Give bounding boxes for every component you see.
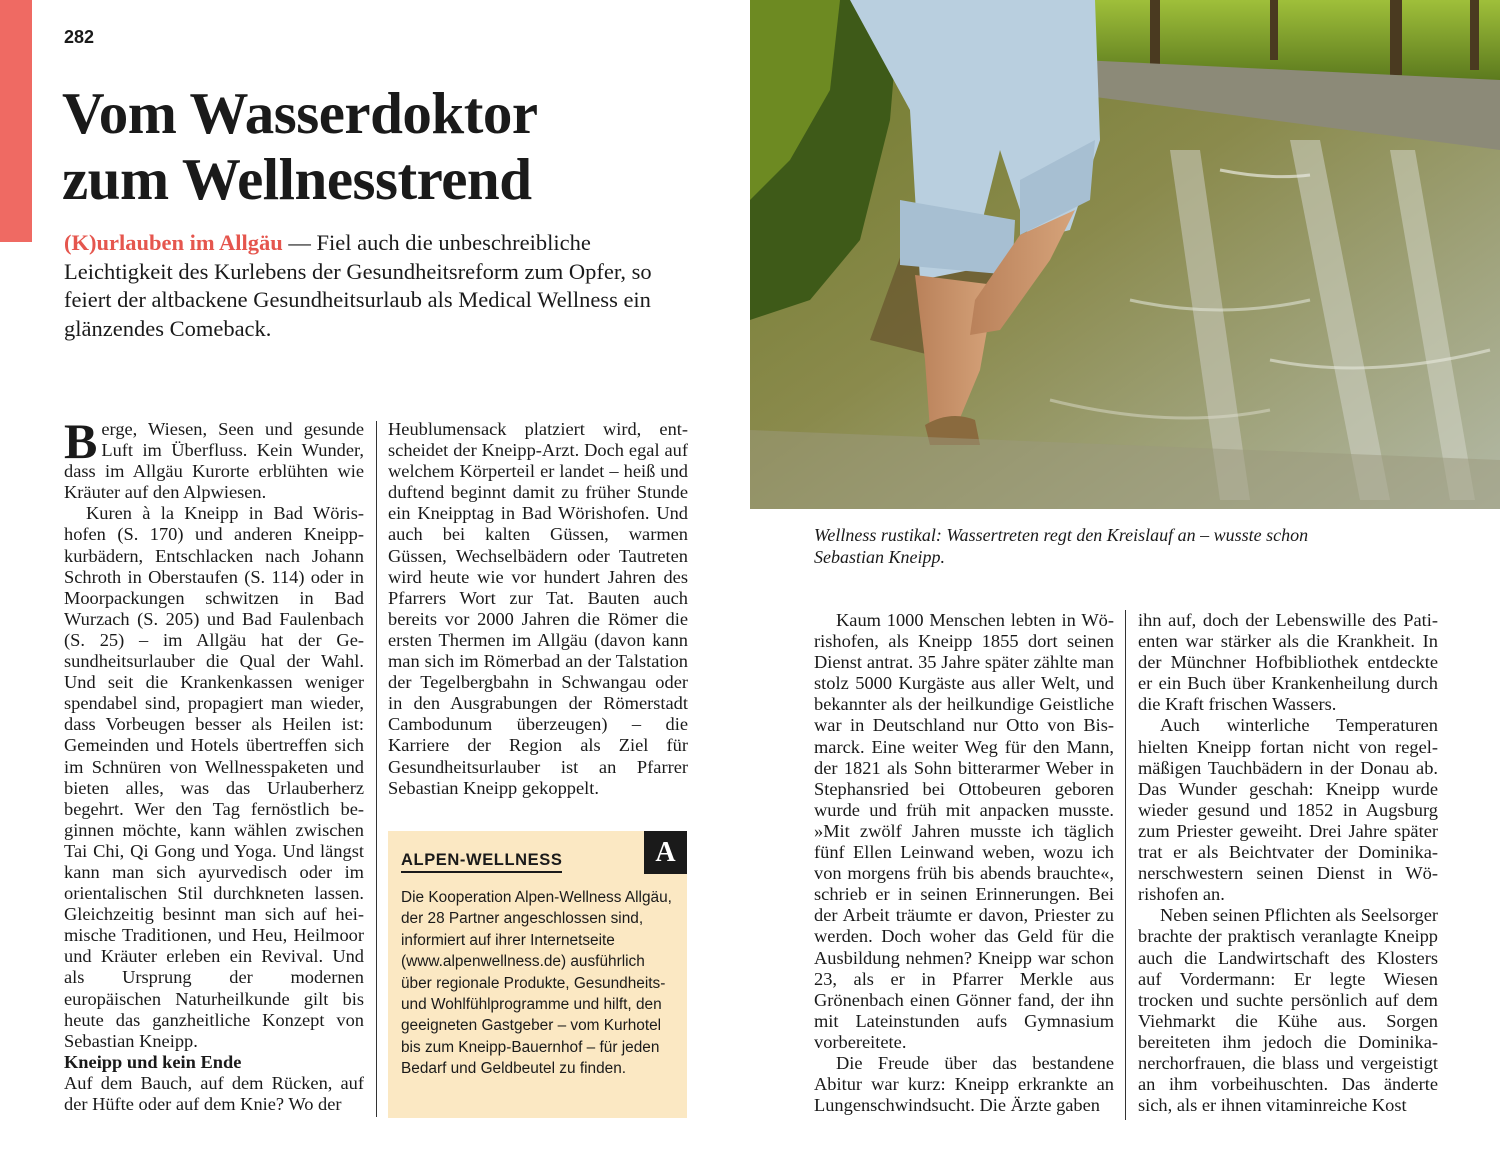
intro-text: — Fiel auch die unbeschreibliche Leichtigkeit des Kurlebens der Gesundheitsreform zum Opfer, so feiert der altbackene Gesundheitsurlaub als Medical Wellness ein glänzendes Comeback.	[64, 230, 652, 341]
article-column-2	[388, 419, 688, 799]
paragraph: Kuren à la Kneipp in Bad Wörishofen (S. 170) und anderen Kneippkurbädern, Entschlacken nach Johann Schroth in Oberstaufen (S. 114) oder in Moorpackungen schwitzen in Bad Wurzach (S. 205) und Bad Faulenbach (S. 25) – im Allgäu hat der Gesundheitsurlauber die Qual der Wahl. Und seit die Krankenkassen weniger spendabel sind, propagiert man wieder, dass Vorbeugen besser als Heilen ist: Gemeinden und Hotels übertreffen sich im Schnüren von Wellnesspaketen und bieten alles, was das Urlauberherz begehrt. Wer den Tag fernöstlich beginnen möchte, kann wählen zwischen Tai Chi, Qi Gong und Yoga. Und längst kann man sich ayurvedisch oder im orientalischen Stil durchkneten lassen. Gleichzeitig besinnt man sich auf heimische Traditionen, und Heu, Heilmoor und Kräuter erleben ein Revival. Und als Ursprung der modernen europäischen Naturheilkunde gilt bis heute das ganzheitliche Konzept von Sebastian Kneipp.	[64, 503, 364, 1051]
column-divider	[376, 421, 377, 1117]
section-subhead: Kneipp und kein Ende	[64, 1051, 242, 1072]
paragraph: Auf dem Bauch, auf dem Rücken, auf der Hüfte oder auf dem Knie? Wo der	[64, 1072, 364, 1114]
page-title	[62, 80, 702, 212]
paragraph: Die Freude über das bestandene Abitur war kurz: Kneipp erkrankte an Lungenschwindsucht. Die Ärzte gaben	[814, 1052, 1114, 1116]
paragraph: Auch winterliche Temperaturen hielten Kneipp fortan nicht von regelmäßigen Tauchbädern in der Donau ab. Das Wunder geschah: Kneipp wurde wieder gesund und 1852 in Augsburg zum Priester geweiht. Drei Jahre später trat er als Beichtvater der Dominikanerschwestern seinen Dienst in Wörishofen an.	[1138, 715, 1438, 905]
info-box-title: ALPEN-WELLNESS	[401, 851, 562, 873]
intro-kicker: (K)urlauben im Allgäu	[64, 230, 283, 255]
paragraph: ihn auf, doch der Lebenswille des Patienten war stärker als die Krankheit. In der Münchner Hofbibliothek entdeckte er ein Buch über Krankenheilung durch die Kraft frischen Wassers.	[1138, 610, 1438, 715]
column-divider	[1125, 610, 1126, 1120]
accent-bar	[0, 0, 32, 242]
info-box-alpen-wellness	[388, 831, 687, 1118]
title-line-2: zum Wellnesstrend	[62, 146, 532, 212]
article-column-4	[1138, 610, 1438, 1116]
info-badge-icon: A	[644, 831, 687, 874]
page-number: 282	[64, 27, 95, 47]
title-line-1: Vom Wasserdoktor	[62, 80, 538, 146]
photo-caption: Wellness rustikal: Wassertreten regt den Kreislauf an – wusste schon Sebastian Kneipp.	[814, 525, 1309, 567]
info-box-text: Die Kooperation Alpen-Wellness Allgäu, der 28 Partner angeschlossen sind, informiert auf ihrer Internetseite (www.alpenwellness.de) ausführlich über regionale Produkte, Gesundheits- und Wohlfühlprogramme und hilft, den geeigneten Gastgeber – vom Kurhotel bis zum Kneipp-Bauernhof – für jeden Bedarf und Geldbeutel zu finden.	[401, 889, 672, 1078]
article-column-3	[814, 610, 1114, 1116]
paragraph: Neben seinen Pflichten als Seelsorger brachte der praktisch veranlagte Kneipp auch die Landwirtschaft des Klosters auf Vordermann: Er legte Wiesen trocken und suchte persönlich auf dem Viehmarkt die Kühe aus. Sorgen bereiteten ihm jedoch die Dominikanerchorfrauen, die blass und vergeistigt an ihm vorbeihuschten. Das änderte sich, als er ihnen vitaminreiche Kost	[1138, 905, 1438, 1116]
drop-cap: B	[64, 413, 98, 469]
paragraph: Kaum 1000 Menschen lebten in Wörishofen, als Kneipp 1855 dort seinen Dienst antrat. 35 Jahre später zählte man stolz 5000 Kurgäste aus aller Welt, und bekannter als der heilkundige Geistliche war in Deutschland nur Otto von Bismarck. Eine weiter Weg für den Mann, der 1821 als Sohn bitterarmer Weber in Stephansried bei Ottobeuren geboren wurde und früh mit anpacken musste. »Mit zwölf Jahren musste ich täglich fünf Ellen Leinwand weben, wozu ich von morgens früh bis abends brauchte«, schrieb er in seinen Erinnerungen. Bei der Arbeit träumte er davon, Priester zu werden. Doch woher das Geld für die Ausbildung nehmen? Kneipp war schon 23, als er in Pfarrer Merkle aus Grönenbach einen Gönner fand, der ihn mit Lateinstunden aufs Gymnasium vorbereitete.	[814, 610, 1114, 1052]
paragraph: Berge, Wiesen, Seen und gesunde Luft im Überfluss. Kein Wunder, dass im Allgäu Kurorte erblühten wie Kräuter auf den Alpwiesen.	[64, 413, 364, 503]
intro-paragraph	[64, 229, 684, 343]
paragraph: Heublumensack platziert wird, entscheidet der Kneipp-Arzt. Doch egal auf welchem Körperteil er landet – heiß und duftend beginnt damit zu früher Stunde ein Kneipptag in Bad Wörishofen. Und auch bei kalten Güssen, warmen Güssen, Wechselbädern oder Tautreten wird heute wie vor hundert Jahren des Pfarrers Wort zur Tat. Bauten auch bereits vor 2000 Jahren die Römer die ersten Thermen im Allgäu (davon kann man sich im Römerbad an der Talstation der Tegelbergbahn in Schwangau oder in den Ausgrabungen der Römerstadt Cambodunum überzeugen) – die Karriere der Region als Ziel für Gesundheitsurlauber ist an Pfarrer Sebastian Kneipp gekoppelt.	[388, 419, 688, 798]
article-column-1	[64, 413, 364, 1115]
wading-photo	[750, 0, 1500, 509]
